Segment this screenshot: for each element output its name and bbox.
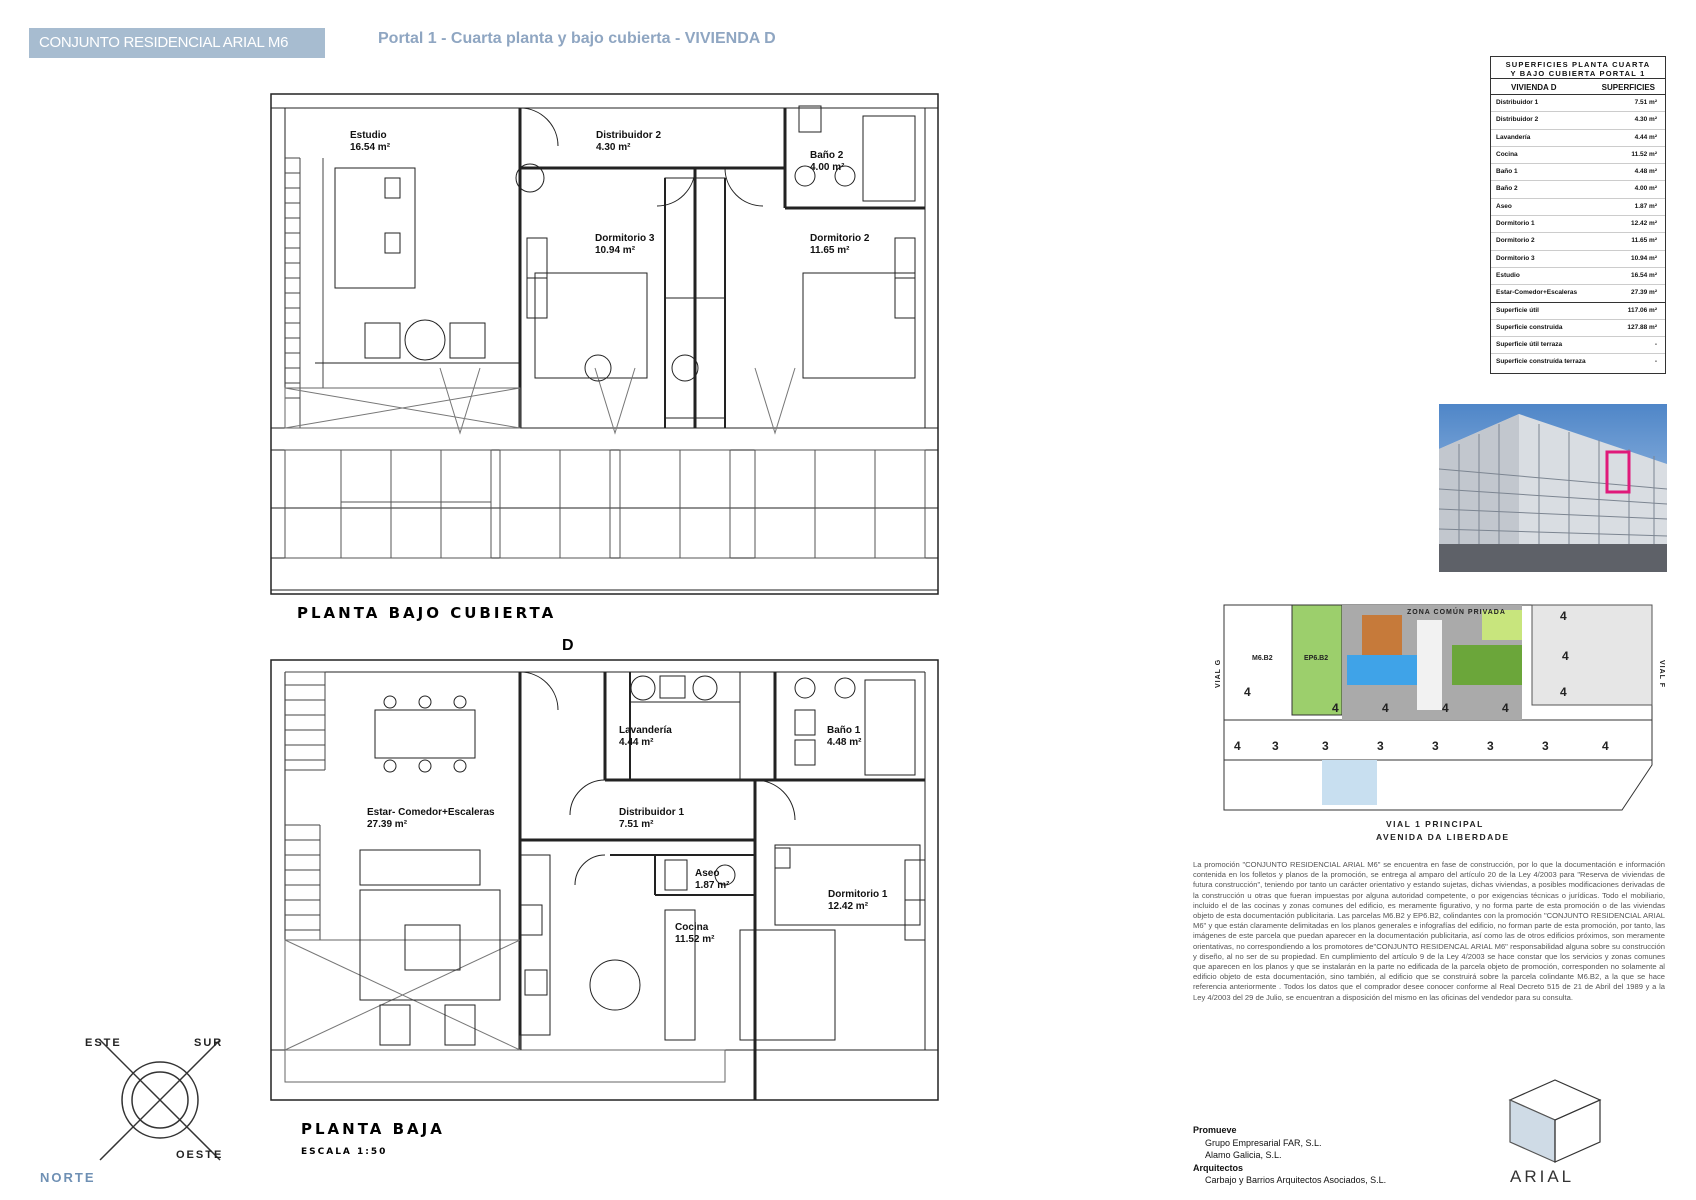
zona-comun: ZONA COMÚN PRIVADA: [1407, 609, 1506, 616]
room-label: Cocina: [675, 922, 709, 933]
lower-floor-plan: [265, 630, 945, 1170]
room-area: 16.54 m²: [350, 142, 391, 153]
svg-text:3: 3: [1432, 739, 1439, 753]
svg-text:4: 4: [1442, 701, 1449, 715]
surfaces-header: SUPERFICIES PLANTA CUARTA Y BAJO CUBIERTA PORTAL 1: [1491, 57, 1665, 79]
surface-row: Baño 2 4.00 m²: [1491, 181, 1665, 198]
room-label: Dormitorio 1: [828, 889, 888, 900]
svg-text:4: 4: [1332, 701, 1339, 715]
surfaces-columns: VIVIENDA D SUPERFICIES: [1491, 79, 1665, 95]
legal-disclaimer: La promoción "CONJUNTO RESIDENCIAL ARIAL M6" se encuentra en fase de construcción, por lo que la documentación e información contenida en los folletos y planos de la promoción, se entrega al amparo del artículo 20 de la Ley 4/2003 para "Reserva de viviendas de futura construcción", teniendo por tanto un carácter orientativo y estando sujetas, dichas viviendas, a posibles modificaciones derivadas de la construcción u otras que fueran impuestas por alguna autoridad competente, o por exigencias técnicas o jurídicas. Todo el mobiliario, incluido el de las cocinas y zonas comunes del edificio, es meramente figurativo, y no forma parte de esta promoción o de las viviendas objeto de esta documentación publicitaria. Las parcelas M6.B2 y EP6.B2, colindantes con la promoción "CONJUNTO RESIDENCIAL ARIAL M6" y que están claramente delimitadas en los planos generales e infografías del edificio, no forman parte de esta promoción, por tanto, las imágenes de este parcela que puedan aparecer en la documentación publicitaria, así como las de otros edificios próximos, son meramente orientativas, no correspondiendo a los promotores de"CONJUNTO RESIDENCAL ARIAL M6" responsabilidad alguna sobre su construcción y diseño, al no ser de su propiedad. En cumplimiento del artículo 9 de la Ley 4/2003 se hace constar que los servicios y zonas comunes que aparecen en los planos y que se instalarán en la parte no edificada de la parcela objeto de promoción, corresponden no solamente al edificio objeto de esta documentación, sino también, al edificio que se construirá sobre la parcela colindante M6.B2, a la que se hace referencia anteriormente . Todos los datos que el comprador desee conocer conforme al Real Decreto 515 de 21 de Abril del 1989 y a la Ley 4/2003 del 29 de Julio, se encuentran a disposición del mismo en las oficinas del vendedor para su consulta.: [1193, 860, 1665, 1002]
svg-text:3: 3: [1322, 739, 1329, 753]
vial-1-label: VIAL 1 PRINCIPAL: [1386, 819, 1484, 829]
room-label: Estar- Comedor+Escaleras: [367, 807, 495, 818]
project-tag: CONJUNTO RESIDENCIAL ARIAL M6: [29, 28, 325, 58]
room-label: Lavandería: [619, 725, 672, 736]
svg-text:4: 4: [1560, 685, 1567, 699]
svg-text:4: 4: [1562, 649, 1569, 663]
compass-rose: [30, 1035, 270, 1190]
parcel-m6b2: M6.B2: [1252, 655, 1273, 662]
surface-row: Estar-Comedor+Escaleras 27.39 m²: [1491, 285, 1665, 302]
promotor-1: Grupo Empresarial FAR, S.L.: [1205, 1137, 1322, 1148]
room-label: Distribuidor 1: [619, 807, 685, 818]
surface-total-row: Superficie construida 127.88 m²: [1491, 320, 1665, 337]
room-area: 4.48 m²: [827, 737, 862, 748]
svg-text:3: 3: [1377, 739, 1384, 753]
room-label: Dormitorio 3: [595, 233, 655, 244]
surface-total-row: Superficie útil 117.06 m²: [1491, 303, 1665, 320]
room-area: 12.42 m²: [828, 901, 869, 912]
unit-letter: D: [562, 637, 574, 654]
vial-g-label: VIAL G: [1215, 658, 1222, 688]
upper-floor-plan: [265, 88, 945, 628]
surface-row: Dormitorio 3 10.94 m²: [1491, 251, 1665, 268]
room-label: Estudio: [350, 130, 387, 141]
promueve-label: Promueve: [1193, 1125, 1237, 1135]
compass-oeste: OESTE: [176, 1149, 224, 1161]
surface-row: Estudio 16.54 m²: [1491, 268, 1665, 285]
surface-row: Distribuidor 1 7.51 m²: [1491, 95, 1665, 112]
lower-plan-title: PLANTA BAJA: [301, 1120, 445, 1138]
parcel-ep6b2: EP6.B2: [1304, 655, 1329, 662]
room-area: 10.94 m²: [595, 245, 636, 256]
surfaces-table: [1490, 56, 1666, 374]
svg-text:4: 4: [1502, 701, 1509, 715]
compass-sur: SUR: [194, 1037, 224, 1049]
room-label: Aseo: [695, 868, 720, 879]
compass-norte: NORTE: [40, 1170, 96, 1185]
svg-text:3: 3: [1542, 739, 1549, 753]
surface-total-row: Superficie construída terraza -: [1496, 358, 1657, 366]
room-area: 4.44 m²: [619, 737, 654, 748]
plan-scale: ESCALA 1:50: [301, 1147, 388, 1157]
logo-text: ARIAL: [1510, 1167, 1575, 1185]
svg-text:4: 4: [1244, 685, 1251, 699]
surface-row: Distribuidor 2 4.30 m²: [1491, 112, 1665, 129]
room-area: 4.00 m²: [810, 162, 845, 173]
room-label: Distribuidor 2: [596, 130, 662, 141]
site-plan: [1212, 600, 1672, 840]
room-area: 11.65 m²: [810, 245, 850, 256]
promotor-2: Alamo Galicia, S.L.: [1205, 1150, 1282, 1160]
room-label: Dormitorio 2: [810, 233, 870, 244]
svg-text:4: 4: [1382, 701, 1389, 715]
svg-text:4: 4: [1560, 609, 1567, 623]
room-area: 4.30 m²: [596, 142, 631, 153]
svg-text:4: 4: [1602, 739, 1609, 753]
svg-text:3: 3: [1487, 739, 1494, 753]
svg-text:3: 3: [1272, 739, 1279, 753]
room-area: 1.87 m²: [695, 880, 730, 891]
vial-f-label: VIAL F: [1658, 660, 1665, 689]
surface-row: Dormitorio 1 12.42 m²: [1491, 216, 1665, 233]
arquitectos-label: Arquitectos: [1193, 1162, 1244, 1173]
room-area: 27.39 m²: [367, 819, 408, 830]
svg-text:4: 4: [1234, 739, 1241, 753]
surface-row: Dormitorio 2 11.65 m²: [1491, 233, 1665, 250]
compass-este: ESTE: [85, 1037, 122, 1049]
credits: [1193, 1124, 1386, 1187]
building-render-image: [1439, 404, 1667, 572]
surface-total-row: Superficie útil terraza -: [1491, 337, 1665, 354]
arial-logo: [1490, 1070, 1620, 1185]
surface-row: Lavandería 4.44 m²: [1491, 130, 1665, 147]
room-label: Baño 1: [827, 725, 861, 736]
page-subtitle: Portal 1 - Cuarta planta y bajo cubierta - VIVIENDA D: [378, 30, 776, 47]
arquitectos-name: Carbajo y Barrios Arquitectos Asociados, S.L.: [1205, 1175, 1387, 1185]
surface-row: Aseo 1.87 m²: [1491, 199, 1665, 216]
upper-plan-title: PLANTA BAJO CUBIERTA: [297, 604, 557, 622]
avenida-label: AVENIDA DA LIBERDADE: [1376, 832, 1510, 840]
room-area: 7.51 m²: [619, 819, 654, 830]
surface-row: Cocina 11.52 m²: [1491, 147, 1665, 164]
room-label: Baño 2: [810, 150, 844, 161]
room-area: 11.52 m²: [675, 934, 715, 945]
surface-row: Baño 1 4.48 m²: [1491, 164, 1665, 181]
